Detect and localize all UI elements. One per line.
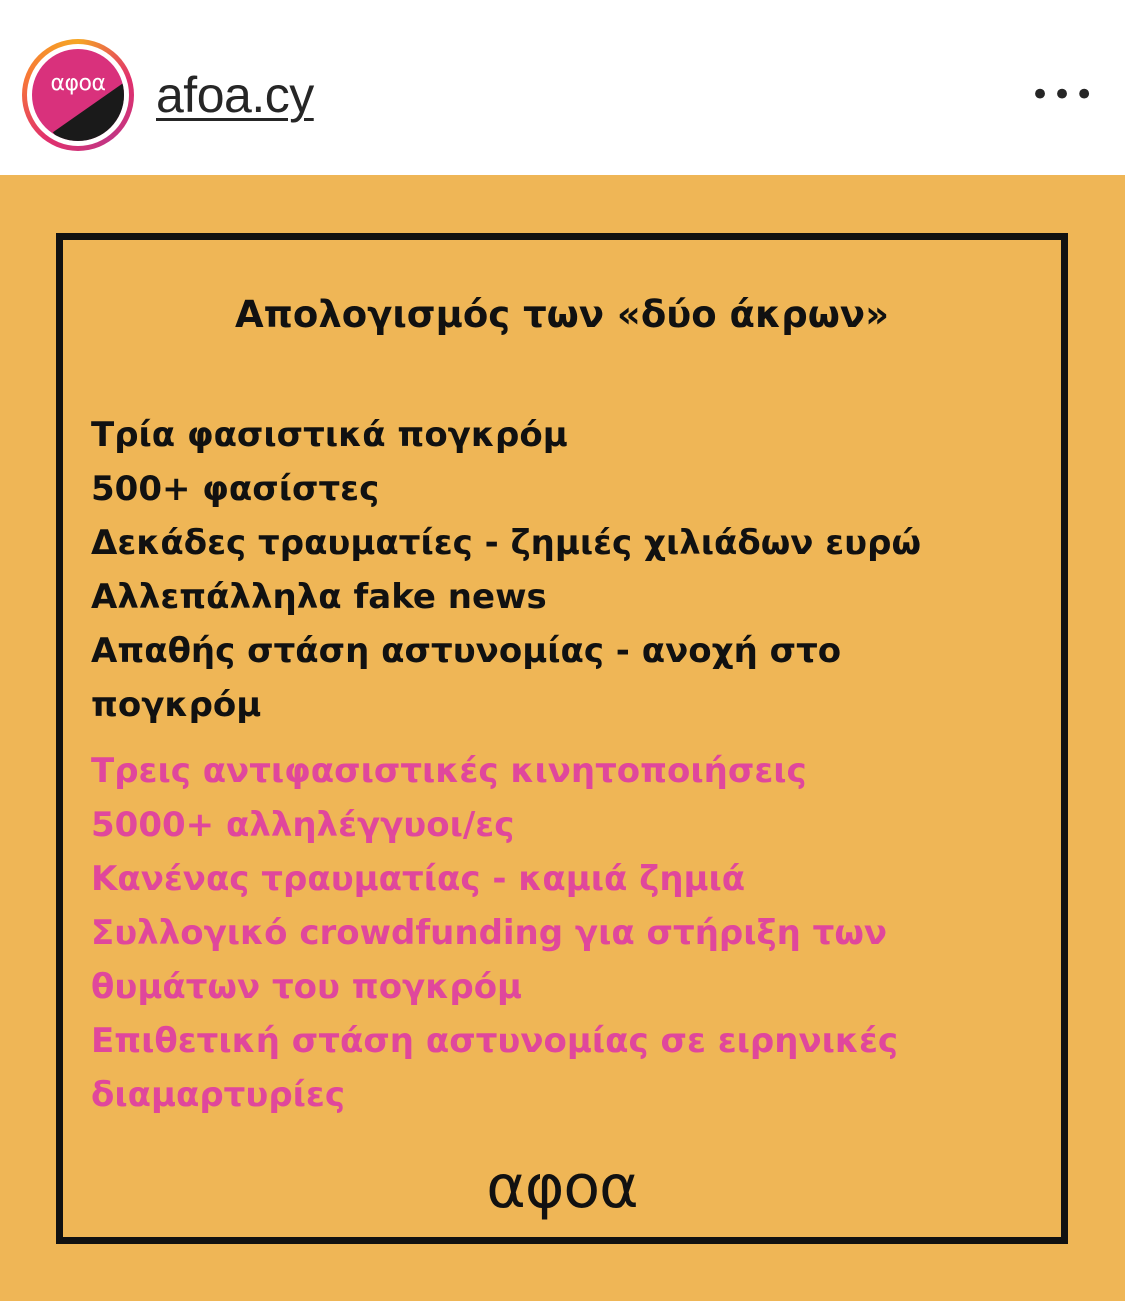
black-line: πογκρόμ xyxy=(91,685,262,725)
more-options-icon[interactable]: ••• xyxy=(1030,75,1097,115)
section-gap xyxy=(91,732,1021,744)
post-image xyxy=(0,175,1125,1301)
black-line: Αλλεπάλληλα fake news xyxy=(91,577,547,617)
avatar-border xyxy=(27,44,129,146)
bottom-strip xyxy=(0,1301,1125,1311)
post-title: Απολογισμός των «δύο άκρων» xyxy=(235,293,889,336)
pink-line: Συλλογικό crowdfunding για στήριξη των xyxy=(91,913,888,953)
pink-line: 5000+ αλληλέγγυοι/ες xyxy=(91,805,515,845)
pink-line: θυμάτων του πογκρόμ xyxy=(91,967,523,1007)
username-link[interactable]: afoa.cy xyxy=(156,67,314,123)
pink-line: διαμαρτυρίες xyxy=(91,1075,346,1115)
post-header xyxy=(0,0,1125,175)
black-line: 500+ φασίστες xyxy=(91,469,380,509)
post-frame xyxy=(56,233,1068,1244)
avatar-image xyxy=(32,49,124,141)
post-text-block xyxy=(91,408,1021,1122)
afoa-logo: αφοα xyxy=(486,1152,638,1222)
black-line: Δεκάδες τραυματίες - ζημιές χιλιάδων ευρώ xyxy=(91,523,922,563)
black-line: Τρία φασιστικά πογκρόμ xyxy=(91,415,568,455)
pink-line: Κανένας τραυματίας - καμιά ζημιά xyxy=(91,859,746,899)
pink-line: Επιθετική στάση αστυνομίας σε ειρηνικές xyxy=(91,1021,899,1061)
pink-line: Τρεις αντιφασιστικές κινητοποιήσεις xyxy=(91,751,807,791)
profile-avatar[interactable] xyxy=(22,39,134,151)
black-line: Απαθής στάση αστυνομίας - ανοχή στο xyxy=(91,631,842,671)
avatar-logo-text: αφοα xyxy=(50,71,106,96)
